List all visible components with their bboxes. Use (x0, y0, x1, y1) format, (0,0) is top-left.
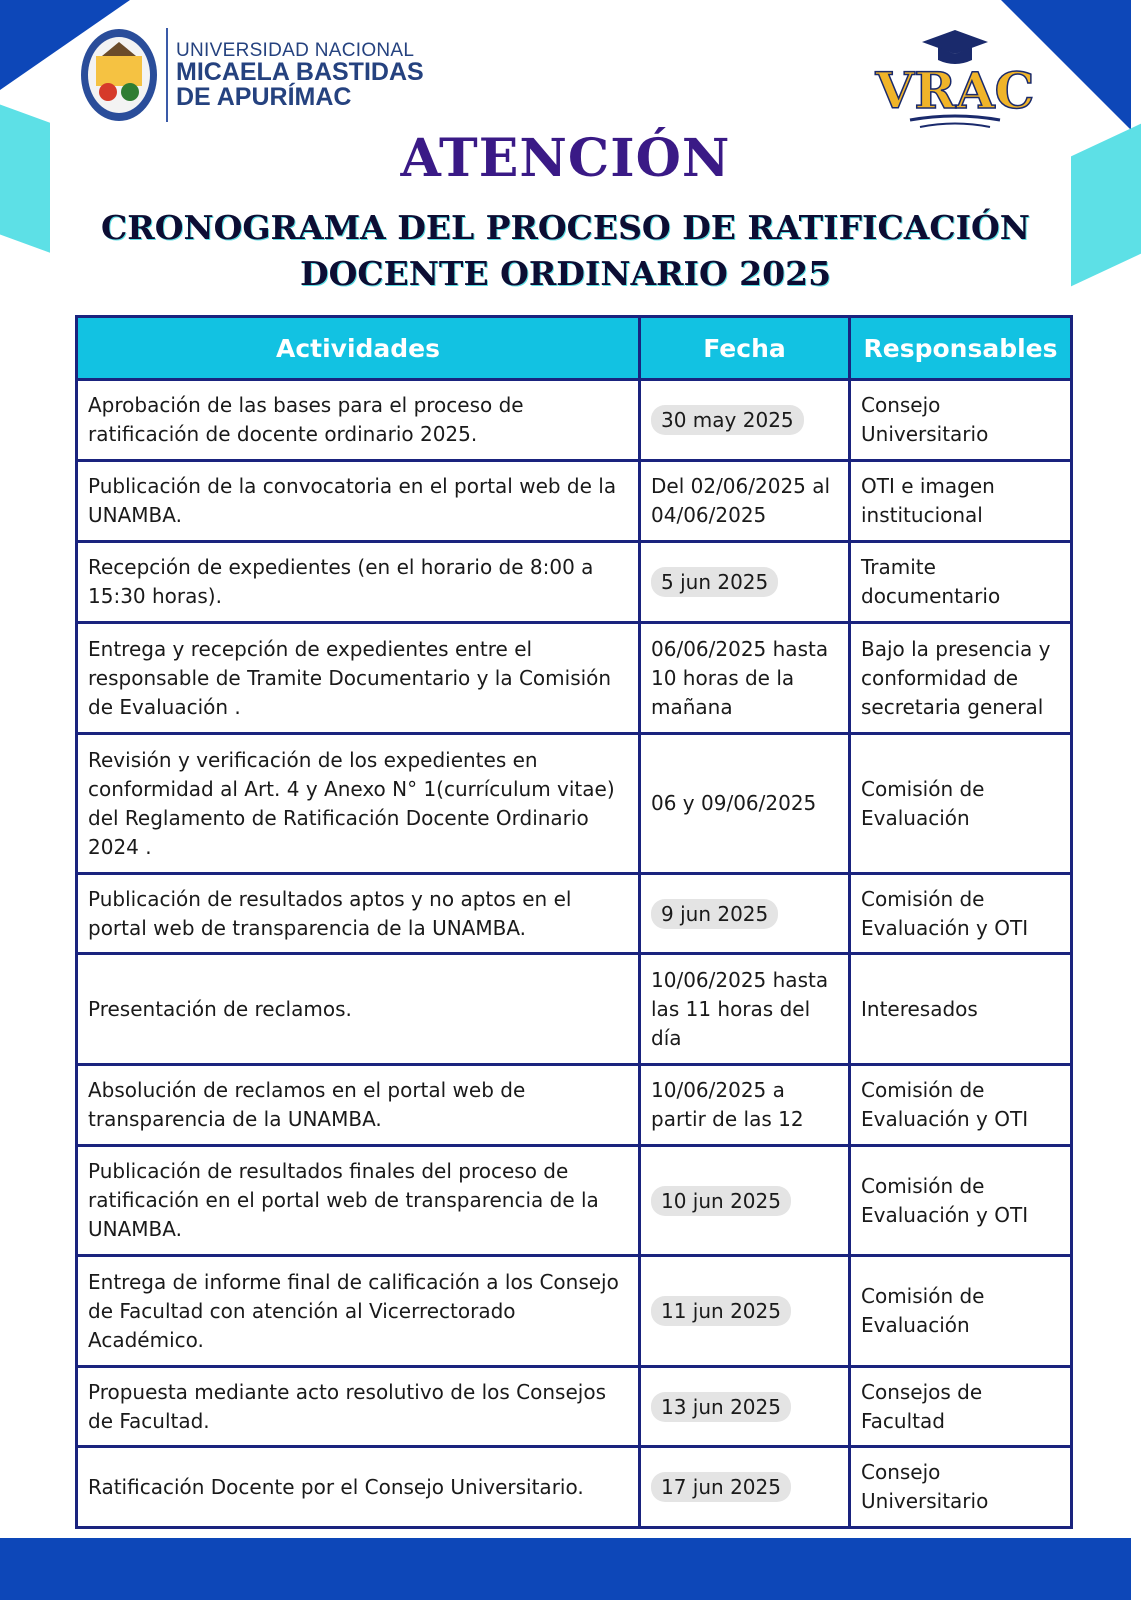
activity-cell: Revisión y verificación de los expedientes en conformidad al Art. 4 y Anexo N° 1(currículum vitae) del Reglamento de Ratificación Docente Ordinario 2024 . (77, 734, 640, 874)
responsible-cell: Comisión de Evaluación y OTI (850, 1146, 1072, 1256)
date-cell (640, 1146, 850, 1256)
responsible-cell: Consejos de Facultad (850, 1367, 1072, 1447)
responsible-cell: Comisión de Evaluación y OTI (850, 1065, 1072, 1146)
page-subtitle-line2: DOCENTE ORDINARIO 2025 (299, 254, 832, 293)
date-cell (640, 542, 850, 623)
column-header-date: Fecha (640, 317, 850, 380)
page-subtitle-line1: CRONOGRAMA DEL PROCESO DE RATIFICACIÓN (101, 208, 1030, 247)
date-chip: 10 jun 2025 (651, 1186, 791, 1216)
activity-cell: Entrega y recepción de expedientes entre el responsable de Tramite Documentario y la Comisión de Evaluación . (77, 623, 640, 734)
activity-cell: Publicación de resultados finales del proceso de ratificación en el portal web de transparencia de la UNAMBA. (77, 1146, 640, 1256)
table-row (77, 734, 1072, 874)
university-name-line1: UNIVERSIDAD NACIONAL (176, 39, 415, 61)
activity-cell: Recepción de expedientes (en el horario de 8:00 a 15:30 horas). (77, 542, 640, 623)
date-chip: 17 jun 2025 (651, 1472, 791, 1502)
table-header-row (77, 317, 1072, 380)
table-row (77, 1447, 1072, 1528)
responsible-cell: Consejo Universitario (850, 1447, 1072, 1528)
date-cell: Del 02/06/2025 al 04/06/2025 (640, 461, 850, 542)
activity-cell: Publicación de la convocatoria en el portal web de la UNAMBA. (77, 461, 640, 542)
schedule-table (75, 315, 1073, 1529)
activity-cell: Propuesta mediante acto resolutivo de los Consejos de Facultad. (77, 1367, 640, 1447)
activity-cell: Entrega de informe final de calificación a los Consejo de Facultad con atención al Vicerrectorado Académico. (77, 1256, 640, 1367)
responsible-cell: Interesados (850, 954, 1072, 1065)
responsible-cell: Comisión de Evaluación (850, 1256, 1072, 1367)
responsible-cell: OTI e imagen institucional (850, 461, 1072, 542)
responsible-cell: Tramite documentario (850, 542, 1072, 623)
date-cell (640, 1256, 850, 1367)
table-row (77, 1146, 1072, 1256)
university-name-line3: DE APURÍMAC (176, 82, 352, 111)
table-row (77, 954, 1072, 1065)
responsible-cell: Bajo la presencia y conformidad de secretaria general (850, 623, 1072, 734)
activity-cell: Absolución de reclamos en el portal web de transparencia de la UNAMBA. (77, 1065, 640, 1146)
activity-cell: Publicación de resultados aptos y no aptos en el portal web de transparencia de la UNAMBA. (77, 874, 640, 954)
date-cell (640, 874, 850, 954)
date-cell (640, 380, 850, 461)
page-title: ATENCIÓN (400, 128, 731, 189)
date-chip: 13 jun 2025 (651, 1392, 791, 1422)
vrac-logo-text: VRAC (875, 61, 1035, 120)
university-name-line2: MICAELA BASTIDAS (176, 57, 424, 86)
column-header-responsible: Responsables (850, 317, 1072, 380)
date-cell (640, 1367, 850, 1447)
table-row (77, 1367, 1072, 1447)
table-row (77, 874, 1072, 954)
table-row (77, 542, 1072, 623)
logo-separator (166, 28, 168, 122)
responsible-cell: Comisión de Evaluación (850, 734, 1072, 874)
date-cell: 06/06/2025 hasta 10 horas de la mañana (640, 623, 850, 734)
graduation-cap-icon (922, 30, 988, 64)
activity-cell: Ratificación Docente por el Consejo Universitario. (77, 1447, 640, 1528)
table-row (77, 1065, 1072, 1146)
responsible-cell: Consejo Universitario (850, 380, 1072, 461)
activity-cell: Aprobación de las bases para el proceso de ratificación de docente ordinario 2025. (77, 380, 640, 461)
university-seal-icon (78, 26, 160, 124)
footer-band (0, 1538, 1131, 1600)
date-chip: 5 jun 2025 (651, 567, 778, 597)
university-name (176, 41, 424, 110)
table-row (77, 380, 1072, 461)
vrac-logo (875, 28, 1035, 133)
university-logo (78, 26, 424, 124)
responsible-cell: Comisión de Evaluación y OTI (850, 874, 1072, 954)
date-cell: 06 y 09/06/2025 (640, 734, 850, 874)
table-row (77, 1256, 1072, 1367)
date-chip: 30 may 2025 (651, 405, 804, 435)
date-cell (640, 1447, 850, 1528)
date-chip: 9 jun 2025 (651, 899, 778, 929)
table-row (77, 461, 1072, 542)
column-header-activities: Actividades (77, 317, 640, 380)
activity-cell: Presentación de reclamos. (77, 954, 640, 1065)
date-cell: 10/06/2025 hasta las 11 horas del día (640, 954, 850, 1065)
date-cell: 10/06/2025 a partir de las 12 (640, 1065, 850, 1146)
date-chip: 11 jun 2025 (651, 1296, 791, 1326)
table-row (77, 623, 1072, 734)
page-subtitle (60, 205, 1071, 297)
